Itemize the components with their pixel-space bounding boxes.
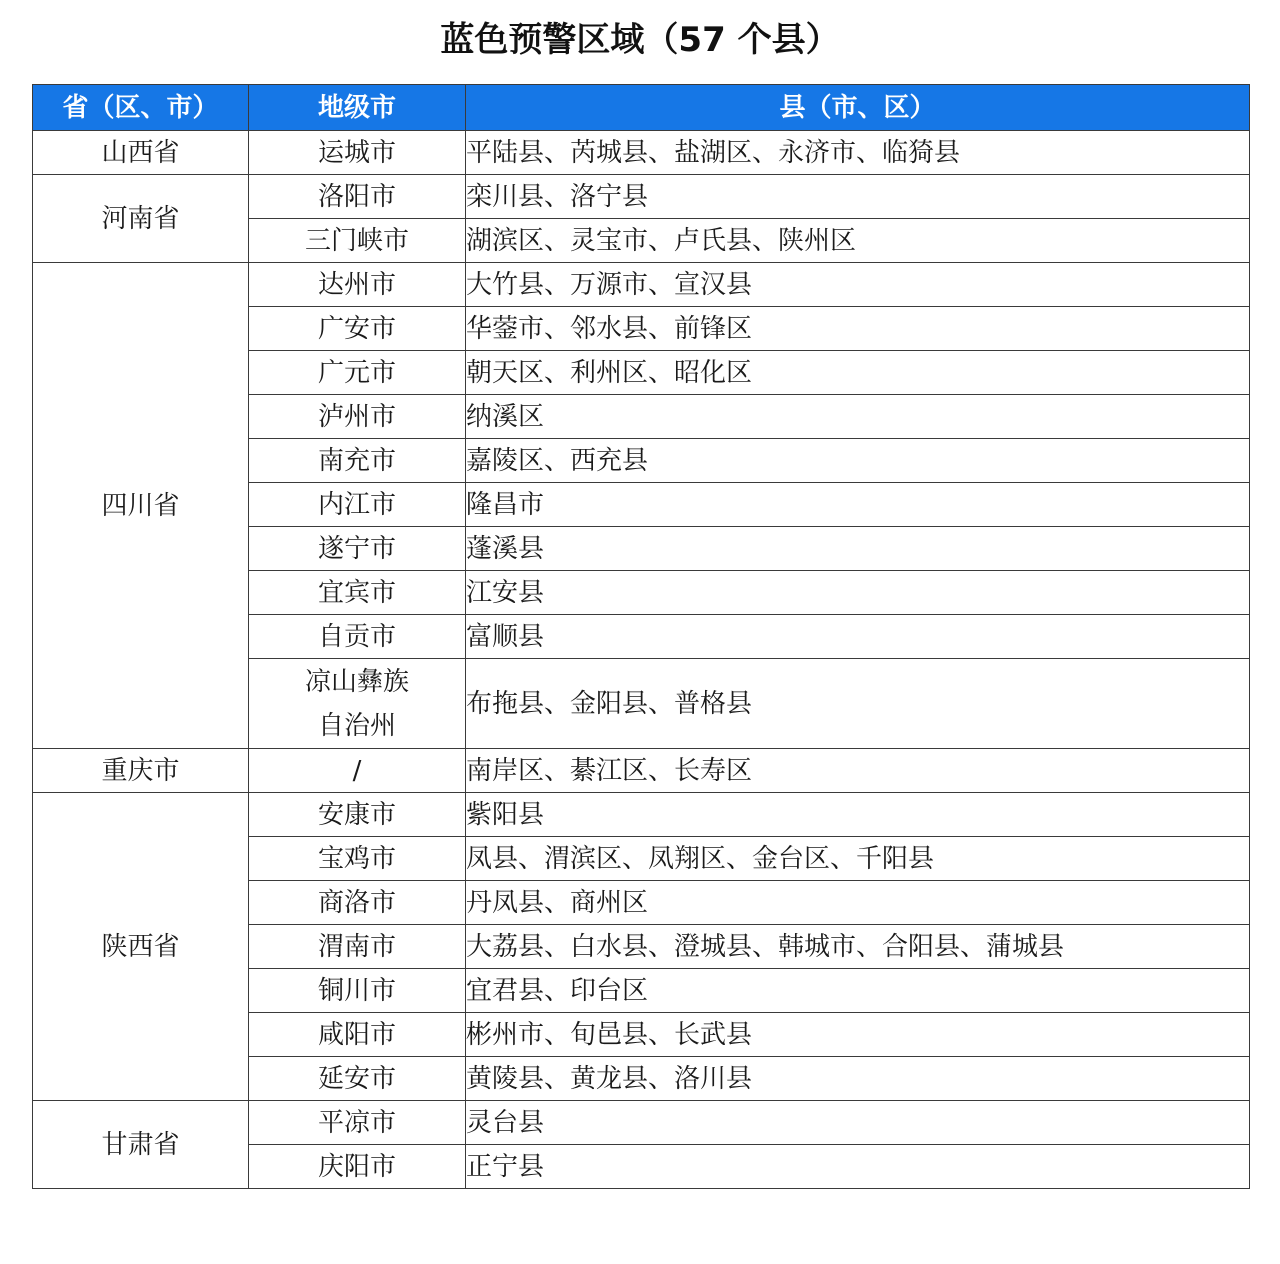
county-cell: 丹凤县、商州区 — [466, 881, 1250, 925]
county-cell: 正宁县 — [466, 1145, 1250, 1189]
province-cell: 甘肃省 — [33, 1101, 249, 1189]
city-cell: 广安市 — [249, 307, 466, 351]
table-row — [33, 749, 1250, 793]
county-cell: 蓬溪县 — [466, 527, 1250, 571]
city-cell: 广元市 — [249, 351, 466, 395]
county-cell: 富顺县 — [466, 615, 1250, 659]
city-cell: 铜川市 — [249, 969, 466, 1013]
city-cell: 宜宾市 — [249, 571, 466, 615]
county-cell: 布拖县、金阳县、普格县 — [466, 659, 1250, 749]
county-cell: 平陆县、芮城县、盐湖区、永济市、临猗县 — [466, 131, 1250, 175]
county-cell: 栾川县、洛宁县 — [466, 175, 1250, 219]
province-cell: 陕西省 — [33, 793, 249, 1101]
city-cell: 咸阳市 — [249, 1013, 466, 1057]
city-cell: 平凉市 — [249, 1101, 466, 1145]
header-province: 省（区、市） — [33, 85, 249, 131]
county-cell: 大荔县、白水县、澄城县、韩城市、合阳县、蒲城县 — [466, 925, 1250, 969]
header-city: 地级市 — [249, 85, 466, 131]
table-row — [33, 263, 1250, 307]
county-cell: 灵台县 — [466, 1101, 1250, 1145]
city-cell: 安康市 — [249, 793, 466, 837]
county-cell: 江安县 — [466, 571, 1250, 615]
city-cell: 三门峡市 — [249, 219, 466, 263]
county-cell: 大竹县、万源市、宣汉县 — [466, 263, 1250, 307]
city-cell: 内江市 — [249, 483, 466, 527]
county-cell: 隆昌市 — [466, 483, 1250, 527]
city-cell — [249, 659, 466, 749]
table-header-row — [33, 85, 1250, 131]
city-cell: 运城市 — [249, 131, 466, 175]
city-cell: 洛阳市 — [249, 175, 466, 219]
table-row — [33, 1101, 1250, 1145]
city-cell: 自贡市 — [249, 615, 466, 659]
city-cell: 渭南市 — [249, 925, 466, 969]
province-cell: 重庆市 — [33, 749, 249, 793]
county-cell: 朝天区、利州区、昭化区 — [466, 351, 1250, 395]
province-cell: 河南省 — [33, 175, 249, 263]
city-cell-line-2: 自治州 — [317, 710, 396, 741]
county-cell: 南岸区、綦江区、长寿区 — [466, 749, 1250, 793]
city-cell: 庆阳市 — [249, 1145, 466, 1189]
county-cell: 纳溪区 — [466, 395, 1250, 439]
province-cell: 四川省 — [33, 263, 249, 749]
header-county: 县（市、区） — [466, 85, 1250, 131]
county-cell: 紫阳县 — [466, 793, 1250, 837]
county-cell: 黄陵县、黄龙县、洛川县 — [466, 1057, 1250, 1101]
city-cell-line-1: 凉山彝族 — [304, 666, 409, 697]
county-cell: 彬州市、旬邑县、长武县 — [466, 1013, 1250, 1057]
city-cell: 达州市 — [249, 263, 466, 307]
county-cell: 嘉陵区、西充县 — [466, 439, 1250, 483]
province-cell: 山西省 — [33, 131, 249, 175]
city-cell: 南充市 — [249, 439, 466, 483]
city-cell: 延安市 — [249, 1057, 466, 1101]
city-cell: 宝鸡市 — [249, 837, 466, 881]
county-cell: 湖滨区、灵宝市、卢氏县、陕州区 — [466, 219, 1250, 263]
city-cell: 商洛市 — [249, 881, 466, 925]
city-cell: 遂宁市 — [249, 527, 466, 571]
table-row — [33, 793, 1250, 837]
city-cell: / — [249, 749, 466, 793]
city-cell: 泸州市 — [249, 395, 466, 439]
county-cell: 凤县、渭滨区、凤翔区、金台区、千阳县 — [466, 837, 1250, 881]
page-title: 蓝色预警区域（57 个县） — [440, 20, 840, 60]
warning-region-table — [32, 84, 1250, 1189]
table-row — [33, 175, 1250, 219]
county-cell: 宜君县、印台区 — [466, 969, 1250, 1013]
county-cell: 华蓥市、邻水县、前锋区 — [466, 307, 1250, 351]
table-row — [33, 131, 1250, 175]
